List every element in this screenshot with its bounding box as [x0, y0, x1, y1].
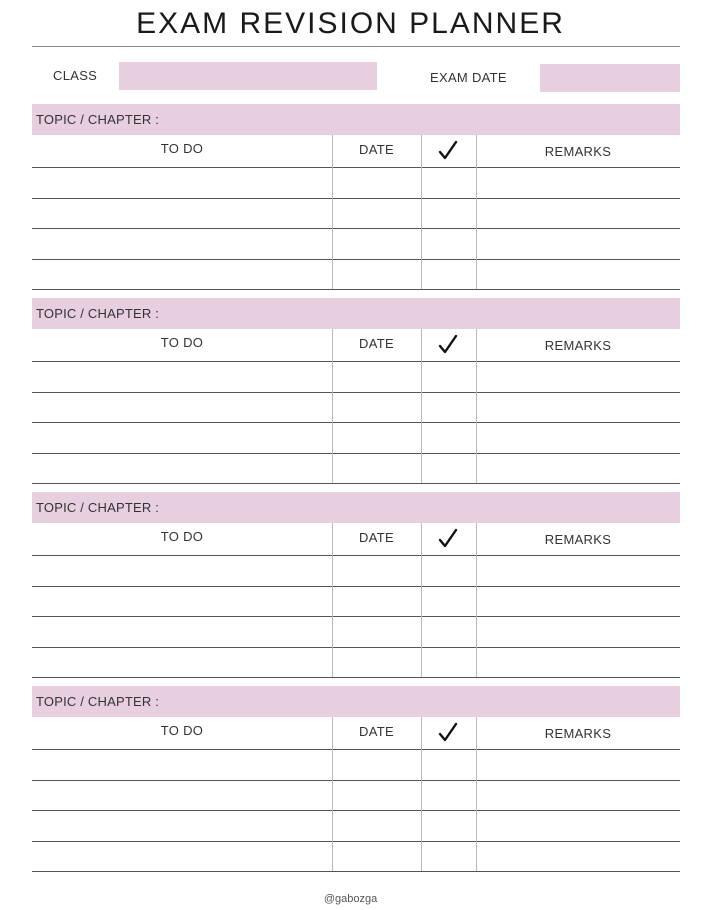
- remarks-column-header: REMARKS: [544, 532, 612, 547]
- date-column-header: DATE: [359, 724, 394, 739]
- topic-chapter-label: TOPIC / CHAPTER :: [36, 694, 160, 709]
- date-cell[interactable]: [332, 587, 421, 617]
- date-cell[interactable]: [332, 811, 421, 841]
- date-cell[interactable]: [332, 781, 421, 811]
- planner-row: [32, 648, 680, 678]
- done-checkbox[interactable]: [421, 168, 476, 198]
- footer-handle: @gabozga: [323, 893, 378, 905]
- done-checkbox[interactable]: [421, 781, 476, 811]
- done-checkbox[interactable]: [421, 750, 476, 780]
- done-checkbox[interactable]: [421, 842, 476, 872]
- todo-cell[interactable]: [32, 229, 332, 259]
- done-checkbox[interactable]: [421, 393, 476, 423]
- todo-column-header: TO DO: [160, 723, 204, 738]
- remarks-column-header: REMARKS: [544, 338, 612, 353]
- checkmark-icon: [437, 525, 459, 551]
- remarks-cell[interactable]: [476, 454, 680, 484]
- planner-row: [32, 750, 680, 780]
- done-checkbox[interactable]: [421, 423, 476, 453]
- todo-cell[interactable]: [32, 811, 332, 841]
- todo-cell[interactable]: [32, 168, 332, 198]
- planner-row: [32, 423, 680, 453]
- remarks-cell[interactable]: [476, 811, 680, 841]
- date-cell[interactable]: [332, 648, 421, 678]
- date-column-header: DATE: [359, 530, 394, 545]
- checkmark-icon: [437, 719, 459, 745]
- date-cell[interactable]: [332, 750, 421, 780]
- done-checkbox[interactable]: [421, 648, 476, 678]
- date-cell[interactable]: [332, 229, 421, 259]
- planner-section: [32, 104, 680, 294]
- date-cell[interactable]: [332, 260, 421, 290]
- remarks-cell[interactable]: [476, 587, 680, 617]
- date-cell[interactable]: [332, 556, 421, 586]
- done-checkbox[interactable]: [421, 587, 476, 617]
- remarks-cell[interactable]: [476, 393, 680, 423]
- todo-cell[interactable]: [32, 199, 332, 229]
- todo-column-header: TO DO: [160, 335, 204, 350]
- date-cell[interactable]: [332, 362, 421, 392]
- done-checkbox[interactable]: [421, 811, 476, 841]
- date-cell[interactable]: [332, 199, 421, 229]
- planner-row: [32, 199, 680, 229]
- date-cell[interactable]: [332, 454, 421, 484]
- done-checkbox[interactable]: [421, 229, 476, 259]
- topic-bar[interactable]: [32, 104, 680, 135]
- planner-row: [32, 556, 680, 586]
- remarks-cell[interactable]: [476, 423, 680, 453]
- planner-row: [32, 260, 680, 290]
- todo-cell[interactable]: [32, 617, 332, 647]
- todo-cell[interactable]: [32, 750, 332, 780]
- remarks-cell[interactable]: [476, 556, 680, 586]
- remarks-cell[interactable]: [476, 199, 680, 229]
- exam-date-label: EXAM DATE: [430, 70, 507, 85]
- todo-cell[interactable]: [32, 423, 332, 453]
- todo-cell[interactable]: [32, 393, 332, 423]
- class-label: CLASS: [53, 68, 98, 83]
- remarks-cell[interactable]: [476, 362, 680, 392]
- topic-chapter-label: TOPIC / CHAPTER :: [36, 500, 160, 515]
- planner-row: [32, 781, 680, 811]
- remarks-cell[interactable]: [476, 648, 680, 678]
- planner-row: [32, 587, 680, 617]
- todo-cell[interactable]: [32, 587, 332, 617]
- date-cell[interactable]: [332, 617, 421, 647]
- todo-cell[interactable]: [32, 362, 332, 392]
- todo-cell[interactable]: [32, 648, 332, 678]
- remarks-cell[interactable]: [476, 260, 680, 290]
- topic-bar[interactable]: [32, 686, 680, 717]
- todo-cell[interactable]: [32, 842, 332, 872]
- done-checkbox[interactable]: [421, 454, 476, 484]
- title-divider: [32, 46, 680, 47]
- todo-cell[interactable]: [32, 781, 332, 811]
- planner-row: [32, 362, 680, 392]
- class-field[interactable]: [119, 62, 377, 90]
- exam-date-field[interactable]: [540, 64, 680, 92]
- planner-section: [32, 298, 680, 488]
- remarks-cell[interactable]: [476, 842, 680, 872]
- planner-section: [32, 492, 680, 682]
- planner-row: [32, 617, 680, 647]
- done-checkbox[interactable]: [421, 260, 476, 290]
- date-column-header: DATE: [359, 142, 394, 157]
- planner-row: [32, 168, 680, 198]
- todo-cell[interactable]: [32, 454, 332, 484]
- date-cell[interactable]: [332, 423, 421, 453]
- remarks-cell[interactable]: [476, 229, 680, 259]
- todo-cell[interactable]: [32, 260, 332, 290]
- page-title: EXAM REVISION PLANNER: [136, 7, 565, 40]
- todo-cell[interactable]: [32, 556, 332, 586]
- remarks-column-header: REMARKS: [544, 726, 612, 741]
- planner-row: [32, 842, 680, 872]
- planner-row: [32, 811, 680, 841]
- topic-bar[interactable]: [32, 492, 680, 523]
- checkmark-icon: [437, 331, 459, 357]
- checkmark-icon: [437, 137, 459, 163]
- planner-section: [32, 686, 680, 876]
- date-cell[interactable]: [332, 842, 421, 872]
- date-column-header: DATE: [359, 336, 394, 351]
- planner-row: [32, 229, 680, 259]
- topic-chapter-label: TOPIC / CHAPTER :: [36, 306, 160, 321]
- remarks-cell[interactable]: [476, 617, 680, 647]
- planner-row: [32, 454, 680, 484]
- topic-bar[interactable]: [32, 298, 680, 329]
- done-checkbox[interactable]: [421, 617, 476, 647]
- done-checkbox[interactable]: [421, 556, 476, 586]
- remarks-cell[interactable]: [476, 781, 680, 811]
- remarks-cell[interactable]: [476, 168, 680, 198]
- todo-column-header: TO DO: [160, 141, 204, 156]
- todo-column-header: TO DO: [160, 529, 204, 544]
- topic-chapter-label: TOPIC / CHAPTER :: [36, 112, 160, 127]
- remarks-column-header: REMARKS: [544, 144, 612, 159]
- planner-row: [32, 393, 680, 423]
- done-checkbox[interactable]: [421, 362, 476, 392]
- date-cell[interactable]: [332, 168, 421, 198]
- done-checkbox[interactable]: [421, 199, 476, 229]
- remarks-cell[interactable]: [476, 750, 680, 780]
- date-cell[interactable]: [332, 393, 421, 423]
